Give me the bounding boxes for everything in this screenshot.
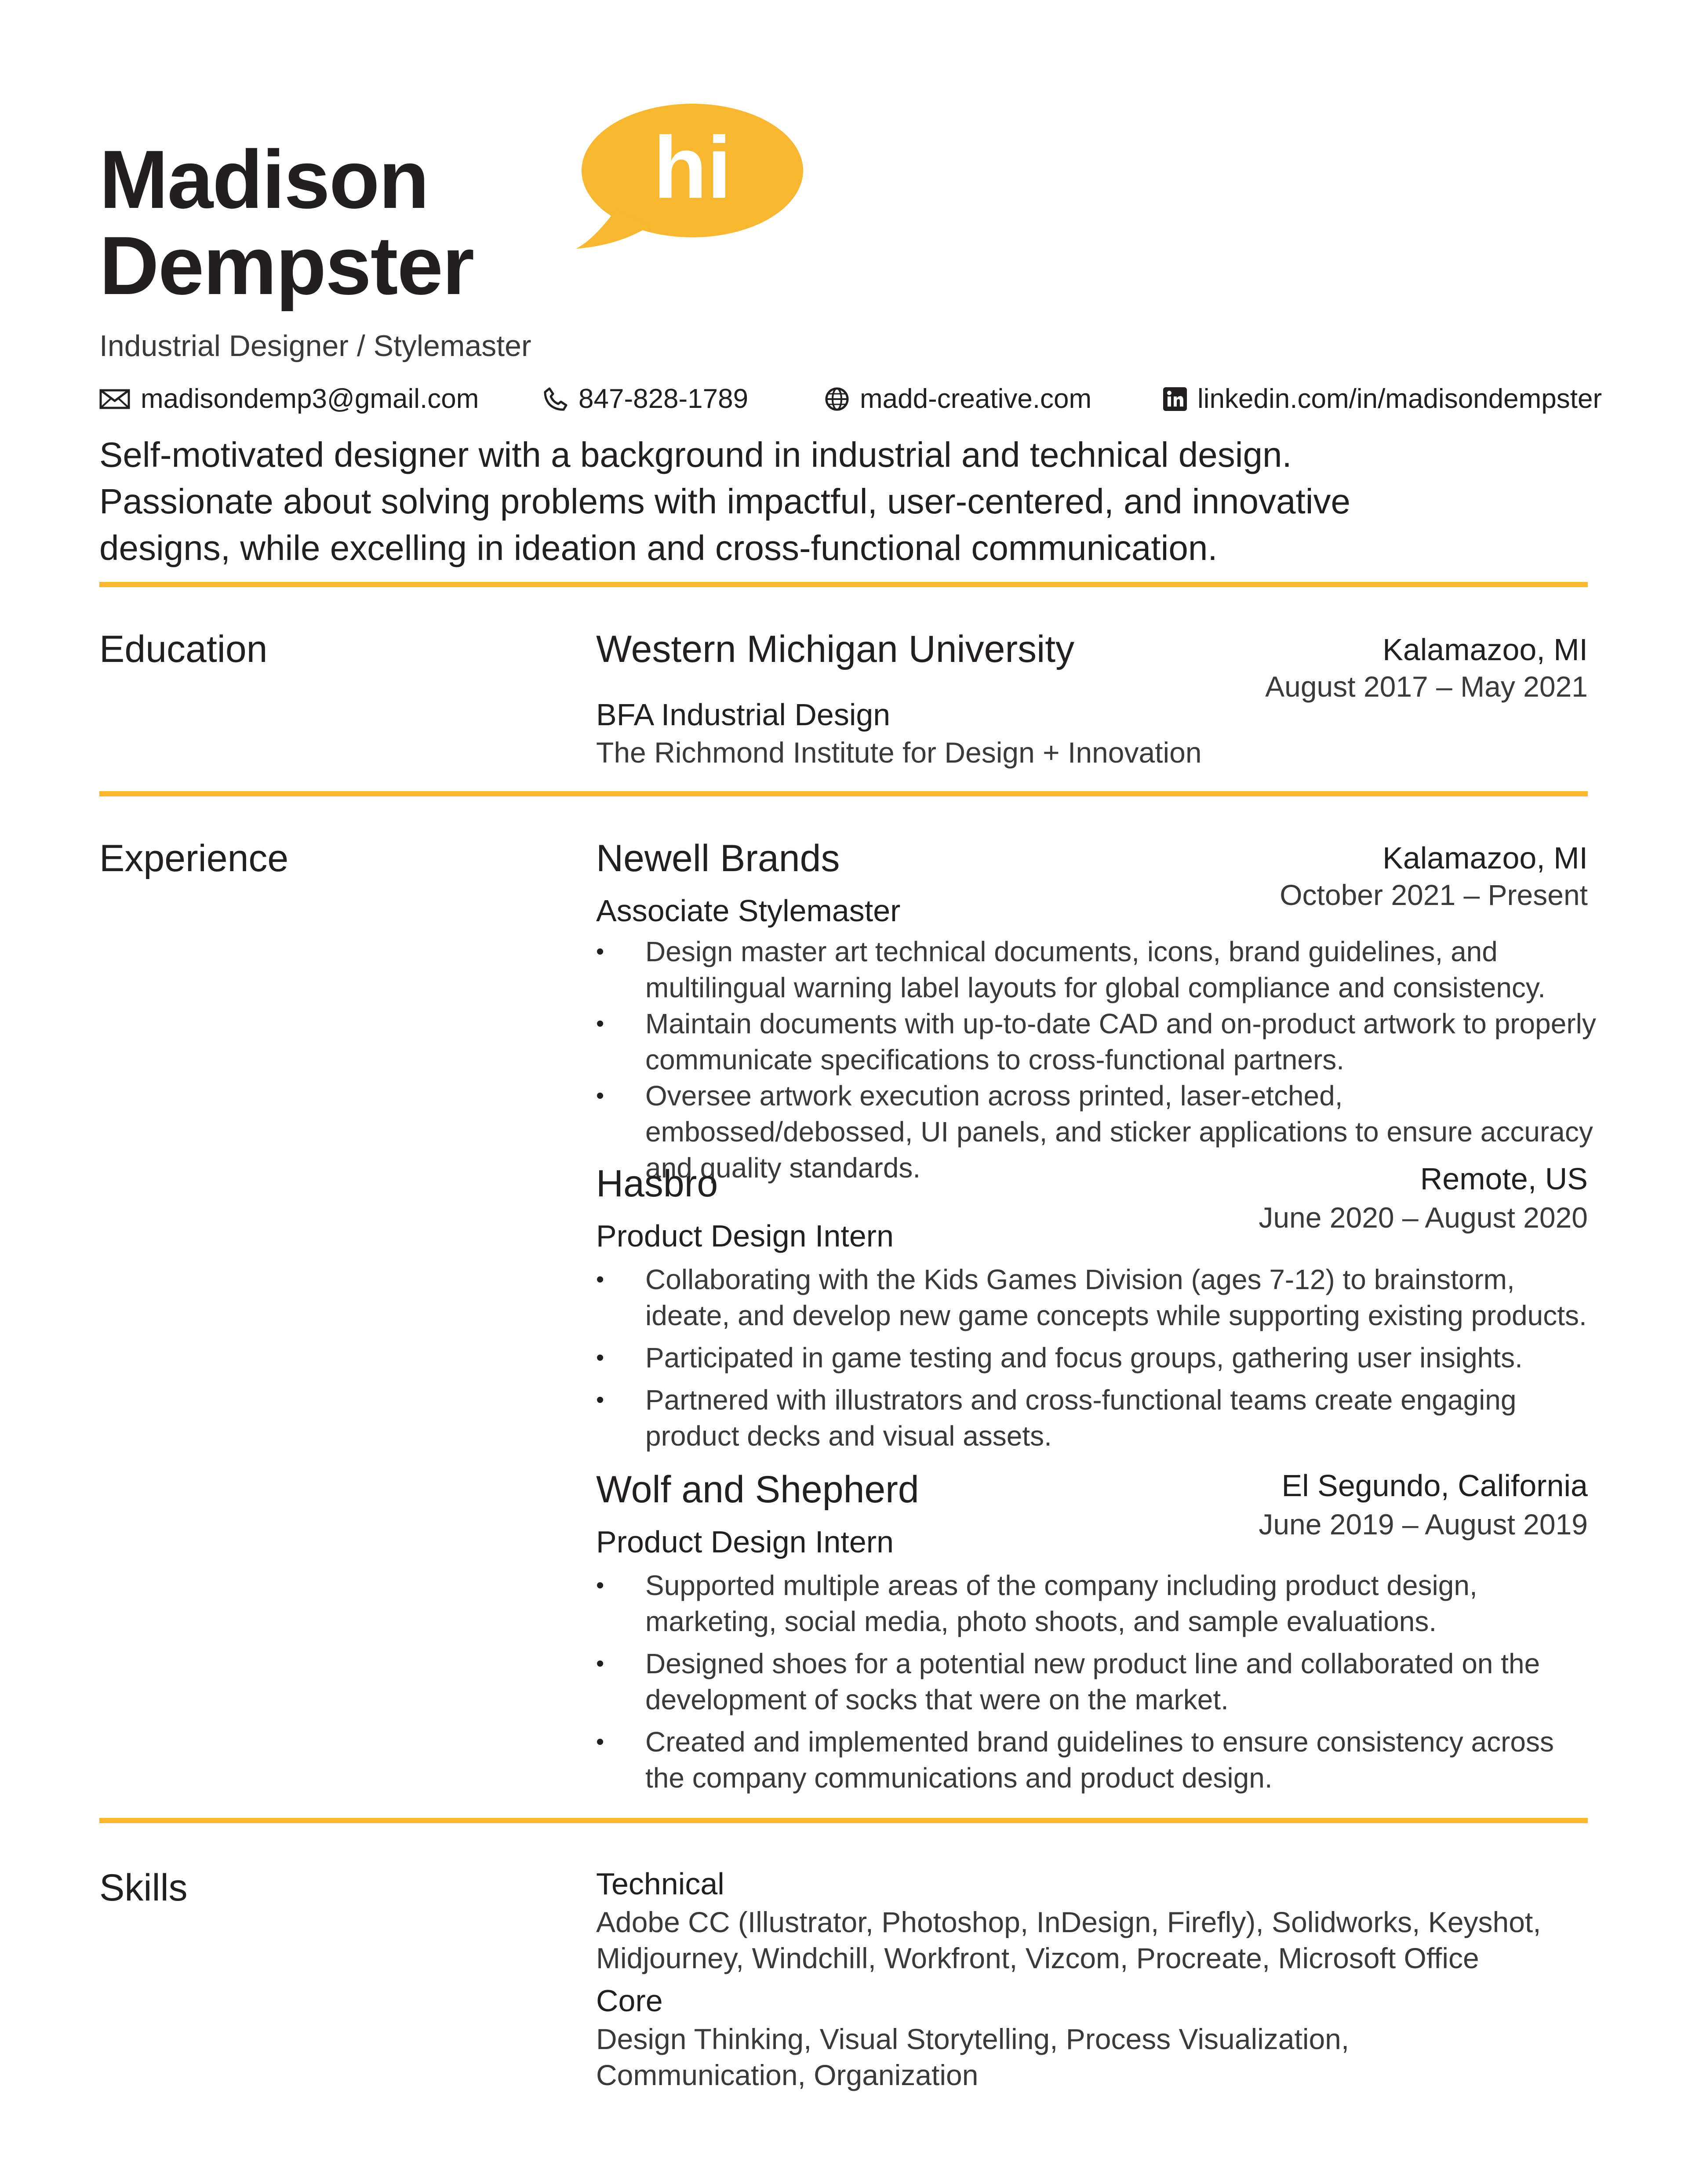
email-text: madisondemp3@gmail.com (141, 384, 479, 414)
company-name: Newell Brands (596, 837, 840, 879)
phone-text: 847-828-1789 (578, 384, 749, 414)
job-title: Industrial Designer / Stylemaster (99, 329, 531, 363)
school-name: Western Michigan University (596, 628, 1075, 670)
bullet-item: • Maintain documents with up-to-date CAD and on-product artwork to properly communicate specifications to cross-functional partners. (596, 1006, 1598, 1078)
bullet-item: • Collaborating with the Kids Games Division (ages 7-12) to brainstorm, ideate, and develop new game concepts while supporting existing products. (596, 1261, 1598, 1334)
name-heading (99, 133, 474, 312)
job-bullets (596, 934, 1598, 1186)
contact-email[interactable] (99, 383, 479, 414)
education-heading: Education (99, 628, 268, 670)
job-location: Kalamazoo, MI (1382, 841, 1588, 875)
summary-text: Self-motivated designer with a background in industrial and technical design. Passionate about solving problems with impactful, user-centered, and innovative designs, while excelling in ideation and cross-functional communication. (99, 435, 1351, 567)
bullet-item: • Designed shoes for a potential new product line and collaborated on the development of socks that were on the market. (596, 1646, 1598, 1718)
job-location: Remote, US (1420, 1162, 1588, 1196)
core-skills-label: Core (596, 1984, 663, 2018)
education-dates: August 2017 – May 2021 (1265, 670, 1588, 703)
contact-website[interactable] (825, 383, 1091, 414)
bullet-item: • Created and implemented brand guidelines to ensure consistency across the company communications and product design. (596, 1724, 1598, 1796)
job-dates: June 2020 – August 2020 (1259, 1201, 1588, 1234)
job-role: Associate Stylemaster (596, 894, 901, 928)
website-text: madd-creative.com (860, 384, 1092, 414)
speech-bubble-logo (567, 100, 804, 258)
linkedin-icon (1163, 387, 1187, 411)
envelope-icon (99, 389, 130, 409)
company-name: Wolf and Shepherd (596, 1468, 919, 1511)
job-bullets (596, 1567, 1598, 1796)
globe-icon (825, 387, 849, 411)
phone-icon (543, 387, 568, 411)
experience-heading: Experience (99, 837, 289, 879)
section-divider (99, 1818, 1588, 1823)
linkedin-text: linkedin.com/in/madisondempster (1197, 384, 1602, 414)
bullet-item: • Participated in game testing and focus groups, gathering user insights. (596, 1340, 1598, 1376)
section-divider (99, 791, 1588, 796)
job-role: Product Design Intern (596, 1219, 894, 1253)
company-name: Hasbro (596, 1163, 718, 1205)
bullet-item: • Supported multiple areas of the company including product design, marketing, social media, photo shoots, and sample evaluations. (596, 1567, 1598, 1639)
first-name: Madison (99, 133, 429, 225)
skills-heading: Skills (99, 1867, 188, 1909)
bullet-item: • Design master art technical documents, icons, brand guidelines, and multilingual warning label layouts for global compliance and consistency. (596, 934, 1598, 1006)
job-dates: October 2021 – Present (1280, 879, 1588, 911)
job-location: El Segundo, California (1281, 1468, 1588, 1503)
last-name: Dempster (99, 219, 474, 312)
technical-skills-list: Adobe CC (Illustrator, Photoshop, InDesign, Firefly), Solidworks, Keyshot, Midjourney, Windchill, Workfront, Vizcom, Procreate, Microsoft Office (596, 1906, 1541, 1974)
contact-phone[interactable] (543, 383, 748, 414)
program-name: The Richmond Institute for Design + Innovation (596, 736, 1202, 769)
core-skills-list: Design Thinking, Visual Storytelling, Process Visualization, Communication, Organization (596, 2023, 1350, 2091)
job-role: Product Design Intern (596, 1525, 894, 1559)
technical-skills-label: Technical (596, 1867, 724, 1901)
job-dates: June 2019 – August 2019 (1259, 1508, 1588, 1541)
education-location: Kalamazoo, MI (1382, 632, 1588, 667)
bullet-item: • Partnered with illustrators and cross-functional teams create engaging product decks and visual assets. (596, 1382, 1598, 1454)
contact-linkedin[interactable] (1163, 383, 1602, 414)
bullet-item: • Oversee artwork execution across printed, laser-etched, embossed/debossed, UI panels, and sticker applications to ensure accuracy and quality standards. (596, 1078, 1598, 1186)
job-bullets (596, 1261, 1598, 1454)
section-divider (99, 582, 1588, 587)
bubble-text: hi (653, 119, 731, 217)
degree: BFA Industrial Design (596, 698, 891, 732)
